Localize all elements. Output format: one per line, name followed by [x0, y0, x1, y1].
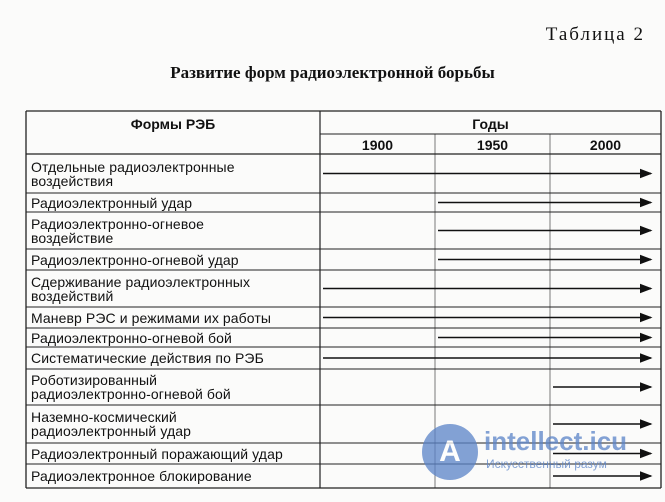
- row-label-line: радиоэлектронный удар: [31, 423, 192, 439]
- row-label-line: Отдельные радиоэлектронные: [31, 158, 235, 175]
- row-label-line: Сдерживание радиоэлектронных: [31, 273, 251, 290]
- row-label-line: Наземно-космический: [31, 409, 177, 425]
- header-forms: Формы РЭБ: [130, 116, 216, 132]
- row-label-line: Радиоэлектронное блокирование: [31, 468, 252, 484]
- row-label: [31, 351, 316, 365]
- table-caption: Таблица 2: [545, 24, 645, 45]
- header-year-2000: 2000: [589, 137, 622, 153]
- row-label: [31, 275, 316, 303]
- row-label: [31, 447, 316, 461]
- row-label-line: Систематические действия по РЭБ: [31, 350, 264, 366]
- row-label: [31, 469, 316, 483]
- row-label: [31, 196, 316, 210]
- header-years: Годы: [472, 116, 509, 132]
- watermark: [418, 424, 665, 484]
- row-label: [31, 311, 316, 325]
- page-title: Развитие форм радиоэлектронной борьбы: [170, 63, 495, 82]
- row-label-line: Маневр РЭС и режимами их работы: [31, 309, 272, 326]
- header-year-1900: 1900: [361, 137, 394, 153]
- row-label: [31, 410, 316, 438]
- row-label-line: Роботизированный: [31, 372, 158, 388]
- row-label-line: воздействия: [31, 172, 114, 189]
- row-label-line: воздействий: [31, 287, 114, 304]
- row-label-line: Радиоэлектронно-огневое: [31, 215, 204, 232]
- logo-icon: A: [422, 424, 478, 480]
- row-label: [31, 253, 316, 267]
- row-label-line: Радиоэлектронный поражающий удар: [31, 445, 283, 462]
- watermark-site: intellect.icu: [484, 426, 628, 456]
- row-label-line: воздействие: [31, 229, 114, 246]
- row-label-line: Радиоэлектронный удар: [31, 194, 193, 211]
- header-year-1950: 1950: [476, 137, 509, 153]
- watermark-tagline: Искусственный разум: [486, 457, 607, 471]
- row-label: [31, 160, 316, 188]
- row-label: [31, 217, 316, 245]
- row-label: [31, 331, 316, 345]
- row-label-line: Радиоэлектронно-огневой удар: [31, 251, 239, 268]
- row-label-line: радиоэлектронно-огневой бой: [31, 386, 231, 402]
- row-label-line: Радиоэлектронно-огневой бой: [31, 329, 232, 346]
- row-label: [31, 373, 316, 401]
